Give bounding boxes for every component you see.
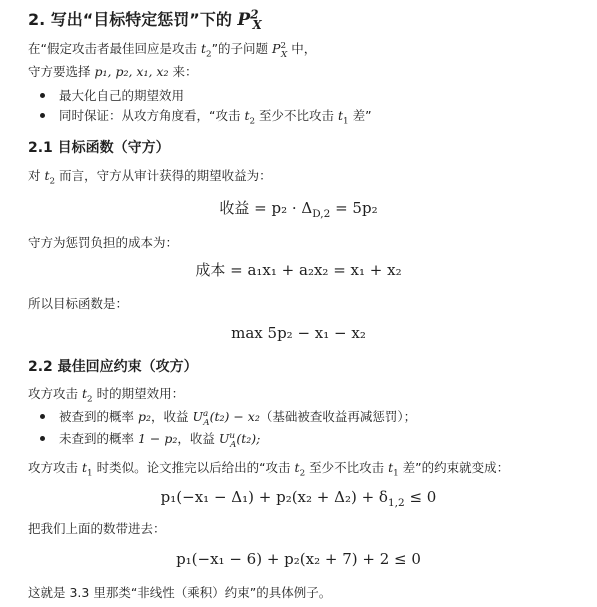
paragraph: 攻方攻击 $t_2$ 时的期望效用： bbox=[28, 386, 185, 405]
list-item: 未查到的概率 1 − p₂，收益 $U^u_A(t_2)$; bbox=[40, 430, 260, 448]
paragraph: 对 $t_2$ 而言，守方从审计获得的期望收益为： bbox=[28, 168, 272, 187]
paragraph: 把我们上面的数带进去： bbox=[28, 521, 166, 536]
subsection-title-2-1: 2.1 目标函数（守方） bbox=[28, 140, 170, 156]
subsection-title-2-2: 2.2 最佳回应约束（攻方） bbox=[28, 359, 198, 375]
list-item: 同时保证：从攻方角度看，“攻击 $t_2$ 至少不比攻击 $t_1$ 差” bbox=[40, 107, 372, 125]
paragraph: 守方为惩罚负担的成本为： bbox=[28, 235, 179, 250]
equation-cost: 成本 = a₁x₁ + a₂x₂ = x₁ + x₂ bbox=[195, 261, 402, 279]
section-heading bbox=[28, 8, 262, 32]
intro-line-2: 守方要选择 p₁, p₂, x₁, x₂ 来： bbox=[28, 64, 198, 79]
list-item: 被查到的概率 p₂，收益 $U^a_A(t_2) - x_2$（基础被查收益再减惩罚）； bbox=[40, 408, 416, 426]
list-item: 最大化自己的期望效用 bbox=[40, 87, 184, 105]
bullet-icon bbox=[40, 93, 45, 98]
heading-text: 2. 写出“目标特定惩罚”下的 bbox=[28, 10, 238, 29]
paragraph: 这就是 3.3 里那类“非线性（乘积）约束”的具体例子。 bbox=[28, 585, 332, 600]
bullet-icon bbox=[40, 113, 45, 118]
bullet-icon bbox=[40, 436, 45, 441]
heading-math: $P^2_X$ bbox=[237, 7, 262, 33]
equation-revenue: 收益 = $p_2 \cdot \Delta_{D,2} = 5p_2$ bbox=[219, 199, 378, 220]
paragraph: 攻方攻击 $t_1$ 时类似。论文推完以后给出的“攻击 $t_2$ 至少不比攻击 $t_1$ 差”的约束就变成： bbox=[28, 460, 510, 479]
equation-constraint-numeric: p₁(−x₁ − 6) + p₂(x₂ + 7) + 2 ≤ 0 bbox=[176, 550, 421, 568]
equation-objective: max 5p₂ − x₁ − x₂ bbox=[231, 324, 366, 342]
bullet-icon bbox=[40, 414, 45, 419]
equation-constraint: $p_1(-x_1 - \Delta_1) + p_2(x_2 + \Delta_2) + \delta_{1,2} \le 0$ bbox=[160, 488, 437, 509]
paragraph: 所以目标函数是： bbox=[28, 296, 129, 311]
intro-line-1: 在“假定攻击者最佳回应是攻击 $t_2$”的子问题 $P^2_X$ 中， bbox=[28, 40, 317, 60]
